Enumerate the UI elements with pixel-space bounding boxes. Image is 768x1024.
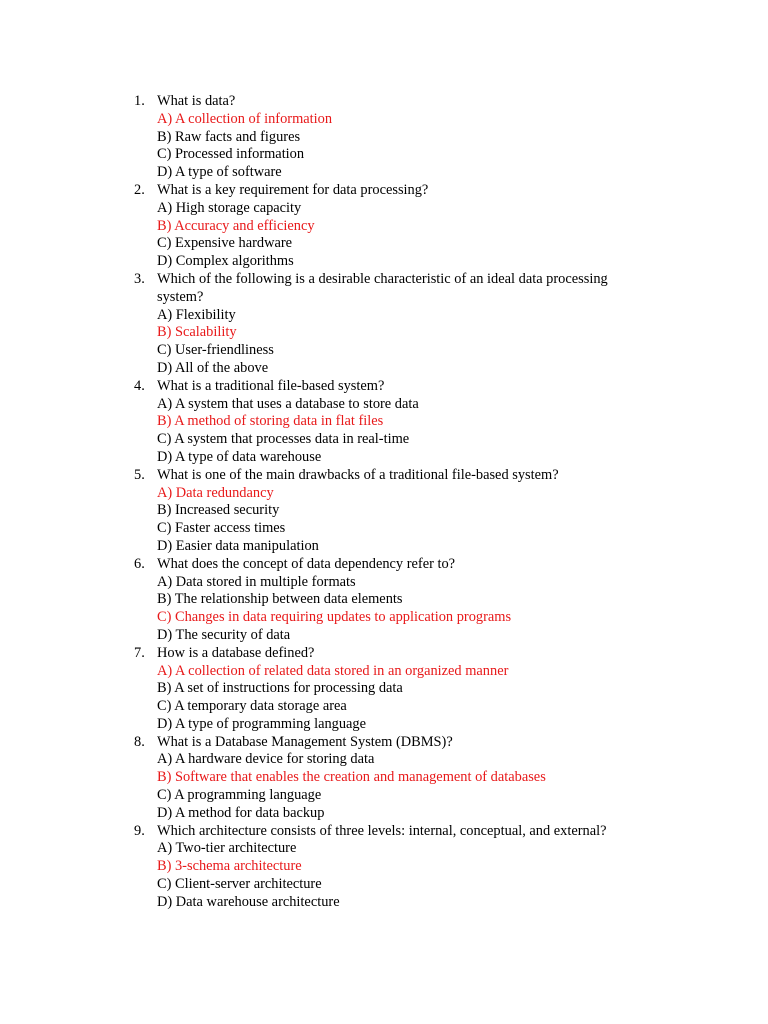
- question-text: What does the concept of data dependency refer to?: [157, 555, 456, 572]
- answer-option: C) A temporary data storage area: [157, 698, 347, 715]
- question-item: [134, 556, 654, 645]
- answer-option: A) A hardware device for storing data: [157, 751, 375, 768]
- question-text: What is a Database Management System (DBMS)?: [157, 733, 453, 750]
- answer-option: B) Increased security: [157, 502, 280, 519]
- question-item: [134, 93, 654, 182]
- answer-option-correct: A) A collection of information: [157, 110, 333, 127]
- answer-option: C) A programming language: [157, 787, 322, 804]
- question-item: [134, 467, 654, 556]
- question-number: 7.: [134, 644, 145, 661]
- answer-option: A) Data stored in multiple formats: [157, 573, 356, 590]
- answer-option: B) Raw facts and figures: [157, 128, 301, 145]
- answer-option-correct: B) Software that enables the creation and management of databases: [157, 769, 546, 786]
- answer-option: D) A method for data backup: [157, 804, 325, 821]
- question-number: 1.: [134, 93, 145, 109]
- question-item: [134, 182, 654, 271]
- question-text: How is a database defined?: [157, 644, 315, 661]
- answer-option: B) A set of instructions for processing data: [157, 680, 403, 697]
- answer-option: D) A type of data warehouse: [157, 448, 322, 465]
- answer-option: D) A type of software: [157, 164, 282, 181]
- answer-option: C) A system that processes data in real-time: [157, 431, 410, 448]
- question-text: Which architecture consists of three levels: internal, conceptual, and external?: [157, 822, 607, 839]
- question-number: 5.: [134, 466, 145, 483]
- answer-option: D) The security of data: [157, 626, 291, 643]
- answer-option: C) Processed information: [157, 146, 305, 163]
- question-number: 2.: [134, 181, 145, 198]
- question-text: What is a key requirement for data processing?: [157, 181, 429, 198]
- question-list: [134, 93, 654, 912]
- answer-option-correct: B) A method of storing data in flat files: [157, 413, 384, 430]
- answer-option-correct: B) 3-schema architecture: [157, 858, 302, 875]
- question-number: 4.: [134, 377, 145, 394]
- question-item: [134, 734, 654, 823]
- question-text: Which of the following is a desirable characteristic of an ideal data processing system?: [157, 270, 608, 305]
- answer-option: C) Faster access times: [157, 520, 286, 537]
- answer-option: B) The relationship between data elements: [157, 591, 403, 608]
- question-number: 8.: [134, 733, 145, 750]
- answer-option: A) Two-tier architecture: [157, 840, 297, 857]
- question-text: What is one of the main drawbacks of a traditional file-based system?: [157, 466, 559, 483]
- answer-option-correct: B) Accuracy and efficiency: [157, 217, 315, 234]
- answer-option-correct: A) Data redundancy: [157, 484, 274, 501]
- answer-option-correct: A) A collection of related data stored in an organized manner: [157, 662, 509, 679]
- question-text: What is data?: [157, 93, 236, 109]
- answer-option: C) User-friendliness: [157, 342, 274, 359]
- answer-option: C) Expensive hardware: [157, 235, 293, 252]
- answer-option: D) Complex algorithms: [157, 253, 294, 270]
- question-item: [134, 645, 654, 734]
- answer-option: D) All of the above: [157, 359, 269, 376]
- answer-option-correct: B) Scalability: [157, 324, 237, 341]
- answer-option: D) Easier data manipulation: [157, 537, 319, 554]
- question-number: 9.: [134, 822, 145, 839]
- answer-option: C) Client-server architecture: [157, 876, 322, 893]
- answer-option: A) High storage capacity: [157, 199, 302, 216]
- question-item: [134, 271, 654, 378]
- question-number: 3.: [134, 270, 145, 287]
- answer-option: D) A type of programming language: [157, 715, 367, 732]
- question-item: [134, 378, 654, 467]
- answer-option: A) Flexibility: [157, 306, 236, 323]
- answer-option: D) Data warehouse architecture: [157, 893, 340, 910]
- answer-option-correct: C) Changes in data requiring updates to application programs: [157, 609, 512, 626]
- question-item: [134, 823, 654, 912]
- question-number: 6.: [134, 555, 145, 572]
- answer-option: A) A system that uses a database to store data: [157, 395, 419, 412]
- question-text: What is a traditional file-based system?: [157, 377, 385, 394]
